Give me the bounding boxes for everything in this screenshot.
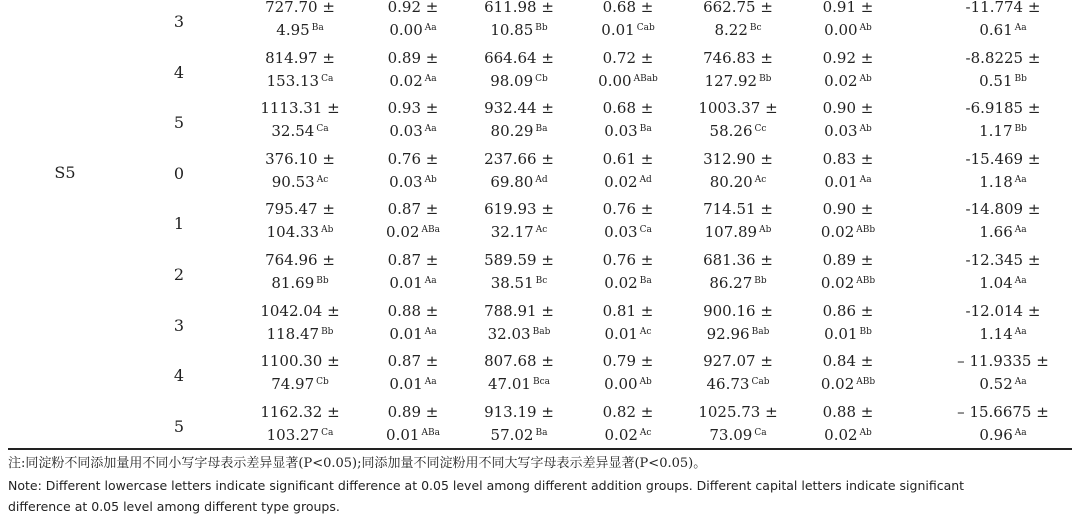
cell-sd xyxy=(933,373,1073,396)
cell-sd-value: 86.27 xyxy=(709,274,753,292)
footnote-chinese: 注:同淀粉不同添加量用不同小写字母表示差异显著(P<0.05);同添加量不同淀粉用不同大写字母表示差异显著(P<0.05)。 xyxy=(8,456,707,471)
cell-sd xyxy=(933,19,1073,42)
cell-mean: 0.81 ± xyxy=(602,301,654,320)
table-row xyxy=(0,47,1080,98)
significance-letters: Bb xyxy=(535,23,548,33)
cell-mean: -14.809 ± xyxy=(965,200,1041,219)
significance-letters: Cb xyxy=(316,377,329,388)
table-cell-col-6 xyxy=(778,198,918,244)
significance-letters: ABb xyxy=(856,377,876,388)
addition-level: 5 xyxy=(173,416,185,436)
cell-sd-value: 0.01 xyxy=(604,324,638,343)
cell-sd-value: 107.89 xyxy=(704,223,758,242)
cell-sd-value: 92.96 xyxy=(706,324,750,343)
significance-letters: Cab xyxy=(636,23,655,33)
cell-sd-value: 0.51 xyxy=(979,71,1013,90)
cell-sd-value: 0.00 xyxy=(598,71,632,90)
cell-sd-value: 81.69 xyxy=(271,274,315,292)
cell-mean: 727.70 ± xyxy=(265,0,335,16)
addition-level: 0 xyxy=(173,163,185,183)
significance-letters: Ab xyxy=(859,427,872,438)
cell-mean: -11.774 ± xyxy=(965,0,1041,16)
cell-sd-value: 0.00 xyxy=(824,21,858,39)
cell-mean: 0.90 ± xyxy=(822,200,874,219)
cell-sd xyxy=(778,221,918,244)
cell-mean: 237.66 ± xyxy=(484,149,554,168)
significance-letters: Aa xyxy=(424,23,437,33)
cell-mean: -12.345 ± xyxy=(965,251,1041,269)
significance-letters: Ba xyxy=(639,276,652,286)
cell-sd-value: 0.03 xyxy=(824,122,858,141)
cell-sd-value: 127.92 xyxy=(704,71,758,90)
cell-mean: 0.88 ± xyxy=(822,402,874,421)
cell-sd-value: 57.02 xyxy=(490,425,534,444)
cell-sd-value: 0.01 xyxy=(389,324,423,343)
cell-mean: 0.76 ± xyxy=(602,200,654,219)
significance-letters: Ac xyxy=(754,174,767,185)
cell-sd-value: 0.00 xyxy=(389,21,423,39)
cell-sd xyxy=(778,373,918,396)
cell-mean: 0.76 ± xyxy=(387,149,439,168)
cell-sd-value: 58.26 xyxy=(709,122,753,141)
table-cell-col-6 xyxy=(778,300,918,346)
cell-mean: 0.89 ± xyxy=(387,48,439,67)
cell-sd-value: 1.17 xyxy=(979,122,1013,141)
cell-sd xyxy=(778,171,918,194)
significance-letters: Aa xyxy=(424,73,437,84)
cell-sd-value: 0.02 xyxy=(824,71,858,90)
table-cell-col-6 xyxy=(778,47,918,93)
significance-letters: ABb xyxy=(856,225,876,236)
significance-letters: Ab xyxy=(859,23,872,33)
addition-level: 3 xyxy=(173,315,185,335)
table-cell-col-7 xyxy=(933,0,1073,42)
significance-letters: ABb xyxy=(856,276,876,286)
cell-mean: 0.68 ± xyxy=(602,99,654,118)
cell-mean: 0.92 ± xyxy=(387,0,439,16)
cell-sd-value: 0.03 xyxy=(604,223,638,242)
cell-mean: 0.68 ± xyxy=(602,0,654,16)
cell-mean: 0.89 ± xyxy=(387,402,439,421)
significance-letters: Ba xyxy=(639,124,652,135)
significance-letters: Aa xyxy=(1014,377,1027,388)
cell-mean: 0.89 ± xyxy=(822,251,874,269)
cell-sd-value: 80.20 xyxy=(709,172,753,191)
table-cell-col-7 xyxy=(933,148,1073,194)
table-cell-col-7 xyxy=(933,300,1073,346)
significance-letters: Ab xyxy=(759,225,772,236)
cell-mean: – 11.9335 ± xyxy=(957,352,1049,371)
table-bottom-rule xyxy=(8,448,1072,450)
cell-sd xyxy=(933,323,1073,346)
cell-mean: 1003.37 ± xyxy=(698,99,778,118)
cell-mean: – 15.6675 ± xyxy=(957,402,1049,421)
cell-sd xyxy=(933,221,1073,244)
cell-sd xyxy=(933,70,1073,93)
cell-sd-value: 1.04 xyxy=(979,274,1013,292)
cell-mean: 764.96 ± xyxy=(265,251,335,269)
cell-sd-value: 38.51 xyxy=(490,274,534,292)
significance-letters: Ca xyxy=(321,73,334,84)
cell-sd-value: 32.03 xyxy=(487,324,531,343)
significance-letters: Aa xyxy=(424,276,437,286)
significance-letters: Aa xyxy=(1014,276,1027,286)
cell-sd xyxy=(778,120,918,143)
cell-sd-value: 0.03 xyxy=(604,122,638,141)
cell-sd xyxy=(933,272,1073,295)
significance-letters: Bab xyxy=(532,326,551,337)
significance-letters: Aa xyxy=(1014,225,1027,236)
significance-letters: Cc xyxy=(754,124,767,135)
cell-mean: 662.75 ± xyxy=(703,0,773,16)
cell-mean: 1113.31 ± xyxy=(260,99,340,118)
significance-letters: Ac xyxy=(639,326,652,337)
cell-sd-value: 90.53 xyxy=(271,172,315,191)
cell-mean: 0.86 ± xyxy=(822,301,874,320)
table-cell-col-7 xyxy=(933,47,1073,93)
significance-letters: Bb xyxy=(1014,73,1027,84)
significance-letters: Ba xyxy=(535,124,548,135)
significance-letters: Ac xyxy=(535,225,548,236)
cell-sd-value: 0.02 xyxy=(604,274,638,292)
significance-letters: Ad xyxy=(639,174,652,185)
cell-mean: 714.51 ± xyxy=(703,200,773,219)
cell-sd-value: 32.17 xyxy=(490,223,534,242)
significance-letters: Ab xyxy=(859,73,872,84)
cell-sd-value: 74.97 xyxy=(271,375,315,394)
cell-mean: 0.61 ± xyxy=(602,149,654,168)
significance-letters: Bb xyxy=(316,276,329,286)
addition-level: 3 xyxy=(173,12,185,31)
cell-mean: 0.84 ± xyxy=(822,352,874,371)
cell-mean: 611.98 ± xyxy=(484,0,554,16)
significance-letters: Bc xyxy=(535,276,548,286)
cell-mean: -15.469 ± xyxy=(965,149,1041,168)
table-row xyxy=(0,350,1080,401)
significance-letters: Bb xyxy=(759,73,772,84)
table-cell-col-6 xyxy=(778,0,918,42)
cell-sd-value: 0.01 xyxy=(601,21,635,39)
cell-mean: 814.97 ± xyxy=(265,48,335,67)
significance-letters: Ab xyxy=(424,174,437,185)
cell-sd xyxy=(778,424,918,447)
significance-letters: Ac xyxy=(316,174,329,185)
footnote-english-line2: difference at 0.05 level among different type groups. xyxy=(8,499,340,514)
significance-letters: Ab xyxy=(859,124,872,135)
cell-sd-value: 8.22 xyxy=(714,21,748,39)
cell-sd-value: 0.01 xyxy=(389,375,423,394)
addition-level: 4 xyxy=(173,366,185,386)
table-row xyxy=(0,97,1080,148)
cell-sd-value: 103.27 xyxy=(266,425,320,444)
cell-sd-value: 46.73 xyxy=(706,375,750,394)
cell-sd-value: 1.18 xyxy=(979,172,1013,191)
table-row xyxy=(0,300,1080,351)
table-row xyxy=(0,0,1080,47)
table-cell-col-7 xyxy=(933,401,1073,447)
cell-sd-value: 0.02 xyxy=(389,71,423,90)
cell-mean: 0.92 ± xyxy=(822,48,874,67)
cell-sd-value: 0.00 xyxy=(604,375,638,394)
cell-sd-value: 4.95 xyxy=(276,21,310,39)
significance-letters: Ca xyxy=(316,124,329,135)
cell-sd-value: 0.03 xyxy=(389,122,423,141)
table-row xyxy=(0,198,1080,249)
significance-letters: Ac xyxy=(639,427,652,438)
table-row xyxy=(0,249,1080,300)
significance-letters: Aa xyxy=(424,124,437,135)
significance-letters: Bb xyxy=(859,326,872,337)
cell-mean: 664.64 ± xyxy=(484,48,554,67)
significance-letters: Aa xyxy=(1014,23,1027,33)
significance-letters: Aa xyxy=(424,377,437,388)
cell-sd-value: 1.66 xyxy=(979,223,1013,242)
addition-level: 4 xyxy=(173,62,185,82)
cell-sd xyxy=(933,424,1073,447)
cell-mean: 0.72 ± xyxy=(602,48,654,67)
significance-letters: ABa xyxy=(421,427,440,438)
significance-letters: Cb xyxy=(535,73,548,84)
cell-mean: -6.9185 ± xyxy=(965,99,1041,118)
significance-letters: Aa xyxy=(424,326,437,337)
table-cell-col-6 xyxy=(778,350,918,396)
cell-sd-value: 1.14 xyxy=(979,324,1013,343)
cell-mean: 0.93 ± xyxy=(387,99,439,118)
cell-sd-value: 47.01 xyxy=(488,375,531,394)
cell-sd-value: 10.85 xyxy=(490,21,534,39)
footnote-english-line1: Note: Different lowercase letters indicate significant difference at 0.05 level among different addition groups. Different capital letters indicate significant xyxy=(8,478,965,493)
cell-mean: 807.68 ± xyxy=(484,352,554,371)
cell-sd-value: 32.54 xyxy=(271,122,315,141)
cell-mean: 0.90 ± xyxy=(822,99,874,118)
cell-mean: 1100.30 ± xyxy=(260,352,340,371)
cell-sd xyxy=(778,272,918,295)
cell-mean: 0.79 ± xyxy=(602,352,654,371)
addition-level: 2 xyxy=(173,265,185,284)
cell-sd-value: 0.01 xyxy=(824,172,858,191)
cell-sd-value: 0.52 xyxy=(979,375,1013,394)
cell-mean: 913.19 ± xyxy=(484,402,554,421)
significance-letters: Bb xyxy=(754,276,767,286)
table-cell-col-7 xyxy=(933,350,1073,396)
cell-sd-value: 0.02 xyxy=(820,223,855,242)
cell-sd-value: 0.02 xyxy=(604,425,638,444)
sample-label-s5: S5 xyxy=(54,163,76,182)
cell-sd-value: 0.01 xyxy=(386,425,420,444)
significance-letters: Bca xyxy=(532,377,550,388)
significance-letters: Bb xyxy=(321,326,334,337)
significance-letters: Ab xyxy=(321,225,334,236)
cell-mean: -12.014 ± xyxy=(965,301,1041,320)
cell-sd-value: 69.80 xyxy=(490,172,534,191)
cell-mean: 589.59 ± xyxy=(484,251,554,269)
cell-sd xyxy=(778,70,918,93)
cell-sd-value: 0.02 xyxy=(824,425,858,444)
cell-sd-value: 104.33 xyxy=(266,223,320,242)
cell-sd-value: 0.02 xyxy=(386,223,420,242)
cell-sd xyxy=(778,19,918,42)
cell-mean: 1162.32 ± xyxy=(260,402,340,421)
table-cell-col-7 xyxy=(933,249,1073,295)
cell-sd-value: 73.09 xyxy=(709,425,753,444)
cell-mean: 619.93 ± xyxy=(484,200,554,219)
cell-sd-value: 0.01 xyxy=(824,324,858,343)
significance-letters: Bc xyxy=(749,23,762,33)
cell-mean: 932.44 ± xyxy=(484,99,554,118)
significance-letters: Ad xyxy=(535,174,548,185)
significance-letters: Ba xyxy=(311,23,324,33)
cell-mean: 0.87 ± xyxy=(387,251,439,269)
cell-mean: 0.87 ± xyxy=(387,200,439,219)
cell-sd-value: 153.13 xyxy=(266,71,320,90)
cell-mean: 927.07 ± xyxy=(703,352,773,371)
table-cell-col-6 xyxy=(778,97,918,143)
cell-mean: 1042.04 ± xyxy=(260,301,340,320)
cell-mean: 746.83 ± xyxy=(703,48,773,67)
cell-mean: 0.87 ± xyxy=(387,352,439,371)
significance-letters: Aa xyxy=(1014,326,1027,337)
significance-letters: Ba xyxy=(535,427,548,438)
table-row xyxy=(0,401,1080,452)
significance-letters: Bb xyxy=(1014,124,1027,135)
cell-mean: 0.88 ± xyxy=(387,301,439,320)
cell-mean: -8.8225 ± xyxy=(965,48,1041,67)
significance-letters: Ca xyxy=(321,427,334,438)
cell-mean: 1025.73 ± xyxy=(698,402,778,421)
cell-mean: 0.76 ± xyxy=(602,251,654,269)
cell-sd-value: 0.02 xyxy=(820,274,855,292)
cell-mean: 312.90 ± xyxy=(703,149,773,168)
cell-sd-value: 0.02 xyxy=(820,375,855,394)
addition-level: 5 xyxy=(173,113,185,133)
cell-sd-value: 0.96 xyxy=(979,425,1013,444)
cell-sd-value: 0.61 xyxy=(979,21,1013,39)
table-cell-col-7 xyxy=(933,198,1073,244)
significance-letters: Aa xyxy=(1014,174,1027,185)
cell-mean: 795.47 ± xyxy=(265,200,335,219)
cell-mean: 900.16 ± xyxy=(703,301,773,320)
significance-letters: ABab xyxy=(633,73,658,84)
significance-letters: Cab xyxy=(751,377,770,388)
table-row xyxy=(0,148,1080,199)
table-cell-col-6 xyxy=(778,249,918,295)
significance-letters: Aa xyxy=(859,174,872,185)
significance-letters: Ca xyxy=(754,427,767,438)
significance-letters: Ab xyxy=(639,377,652,388)
cell-sd-value: 0.02 xyxy=(604,172,638,191)
addition-level: 1 xyxy=(173,214,185,234)
cell-mean: 0.83 ± xyxy=(822,149,874,168)
cell-sd-value: 118.47 xyxy=(266,324,320,343)
significance-letters: Ca xyxy=(639,225,652,236)
cell-sd xyxy=(933,120,1073,143)
cell-sd-value: 98.09 xyxy=(490,71,534,90)
significance-letters: Bab xyxy=(751,326,770,337)
cell-mean: 0.82 ± xyxy=(602,402,654,421)
table-cell-col-7 xyxy=(933,97,1073,143)
cell-mean: 0.91 ± xyxy=(822,0,874,16)
cell-mean: 788.91 ± xyxy=(484,301,554,320)
cell-sd-value: 80.29 xyxy=(490,122,534,141)
cell-mean: 376.10 ± xyxy=(265,149,335,168)
cell-sd xyxy=(933,171,1073,194)
cell-sd-value: 0.01 xyxy=(389,274,423,292)
significance-letters: Aa xyxy=(1014,427,1027,438)
significance-letters: ABa xyxy=(421,225,440,236)
cell-mean: 681.36 ± xyxy=(703,251,773,269)
table-cell-col-6 xyxy=(778,148,918,194)
cell-sd-value: 0.03 xyxy=(389,172,423,191)
table-cell-col-6 xyxy=(778,401,918,447)
cell-sd xyxy=(778,323,918,346)
